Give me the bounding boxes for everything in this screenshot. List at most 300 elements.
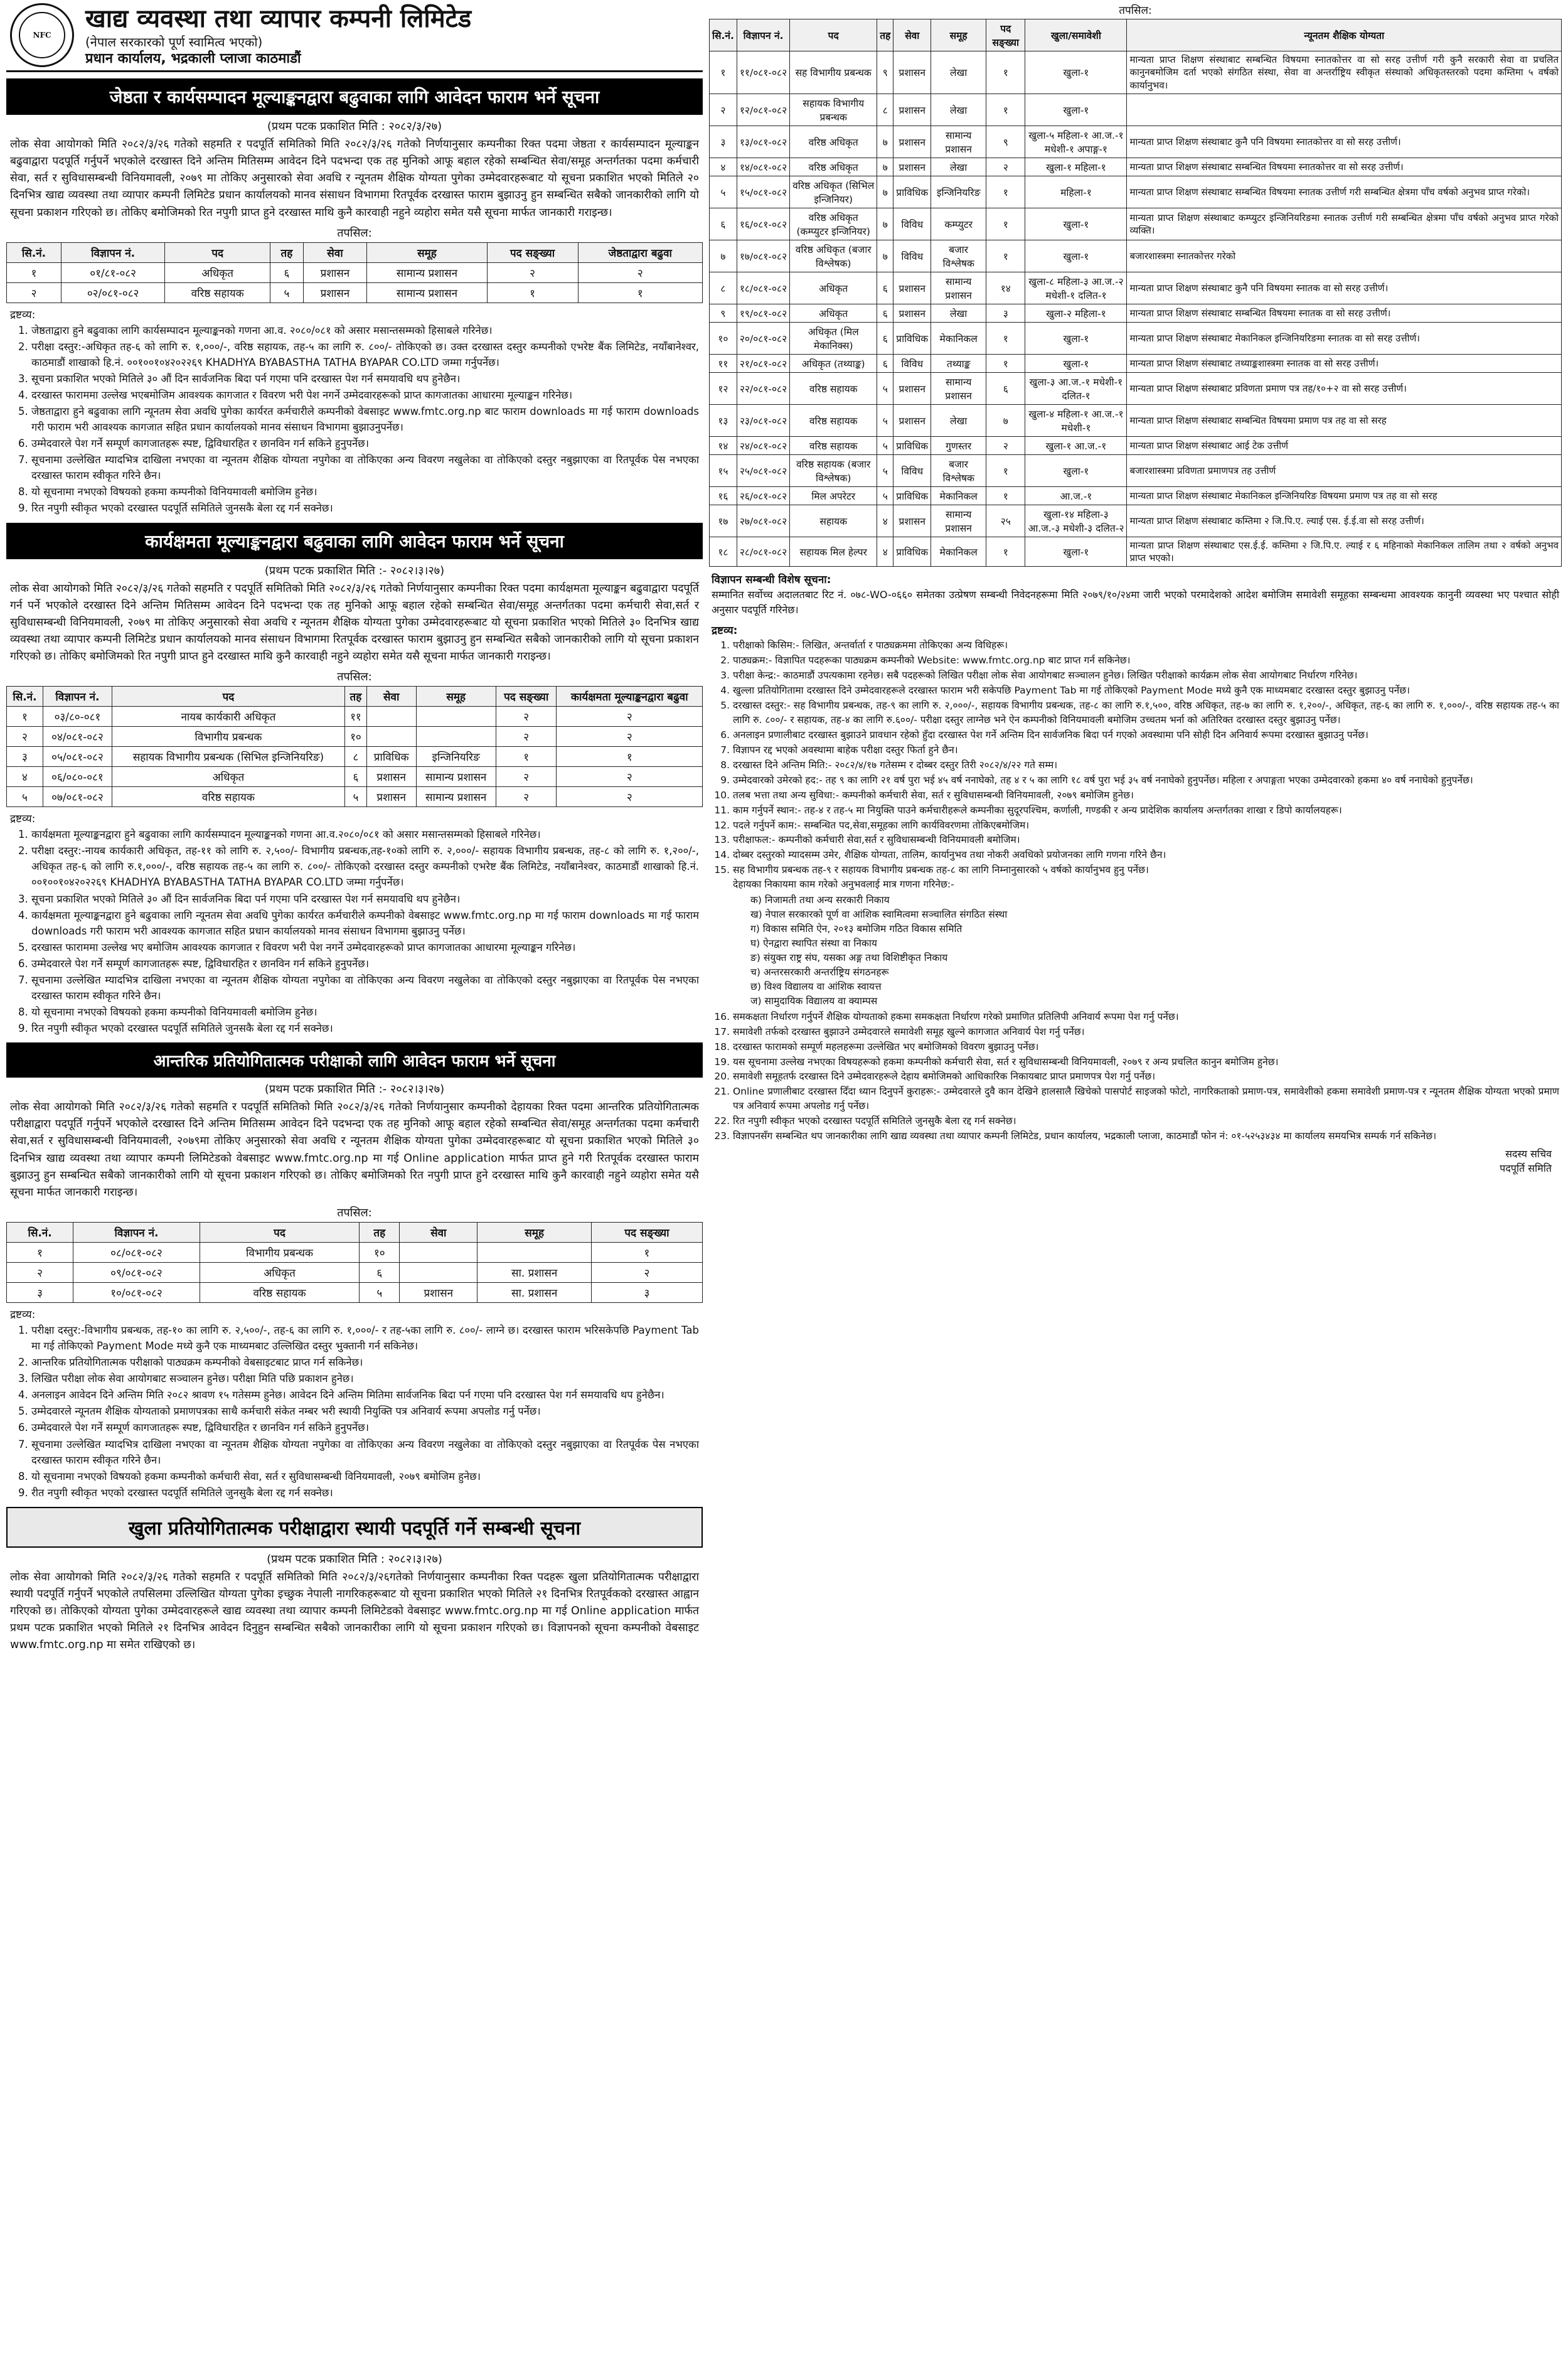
notice2-notes-heading: द्रष्टव्य:	[10, 813, 36, 826]
experience-body-item: घ) ऐनद्वारा स्थापित संस्था वा निकाय	[750, 938, 877, 949]
table-cell: १२/०८१-०८२	[737, 94, 789, 126]
table-row	[7, 787, 703, 807]
table-row	[710, 176, 1562, 208]
table-cell: ६	[877, 322, 893, 354]
table-cell: लेखा	[931, 158, 986, 176]
table-cell: १०	[360, 1242, 400, 1262]
table-cell: ०१/८१-०८२	[61, 262, 164, 282]
table-cell: सामान्य प्रशासन	[931, 126, 986, 158]
experience-body-item: ज) सामुदायिक विद्यालय वा क्याम्पस	[750, 995, 878, 1007]
table-cell: गुणस्तर	[931, 436, 986, 454]
table-cell: २५	[986, 505, 1025, 537]
table-cell: प्राविधिक	[893, 537, 931, 567]
table-cell: प्रशासन	[893, 158, 931, 176]
note-item: 7. विज्ञापन रद्द भएको अवस्थामा बाहेक परीक्षा दस्तुर फिर्ता हुने छैन।	[733, 743, 1559, 758]
open-positions-table	[709, 19, 1562, 567]
table-cell: खुला-१	[1025, 240, 1127, 272]
table-header-cell: सि.नं.	[710, 19, 737, 51]
experience-bodies-heading: देहायका निकायमा काम गरेको अनुभवलाई मात्र गणना गरिनेछ:-	[733, 879, 954, 891]
table-cell: खुला-१	[1025, 537, 1127, 567]
notice2-table-caption: तपसिल:	[337, 670, 372, 684]
table-cell: ७	[877, 126, 893, 158]
table-cell: १	[986, 176, 1025, 208]
table-cell: विविध	[893, 240, 931, 272]
table-header-cell: सेवा	[303, 242, 367, 262]
table-row	[710, 240, 1562, 272]
table-cell: ५	[270, 282, 303, 303]
table-cell: खुला-२ महिला-१	[1025, 304, 1127, 322]
table-cell: ३	[7, 1282, 73, 1302]
table-cell: २	[710, 94, 737, 126]
experience-body-item: ग) विकास समिति ऐन, २०१३ बमोजिम गठित विकास समिति	[750, 923, 963, 935]
table-cell: २	[496, 767, 557, 787]
note-item: 1. कार्यक्षमता मूल्याङ्कनद्वारा हुने बढुवाका लागि कार्यसम्पादन मूल्याङ्कनको गणना आ.व.२०८०/०८१ को असार मसान्तसम्मको हिसाबले गरिनेछ।	[31, 827, 699, 842]
table-cell: १	[7, 1242, 73, 1262]
table-cell: २०/०८१-०८२	[737, 322, 789, 354]
experience-bodies-list	[737, 893, 1559, 1009]
note-item: 2. परीक्षा दस्तुर:-अधिकृत तह-६ को लागि रु. १,०००/-, वरिष्ठ सहायक, तह-५ का लागि रु. ८००/- तोकिएको छ। उक्त दरखास्त दस्तुर कम्पनीको एभरेष्ट बैंक लिमिटेड, नयाँबानेश्वर, काठमाडौं शाखाको हि.नं. ००१००१०४२०२२६९ KHADHYA BYABASTHA TATHA BYAPAR CO.LTD जम्मा गर्नुपर्नेछ।	[31, 339, 699, 370]
qualification-cell: मान्यता प्राप्त शिक्षण संस्थाबाट सम्बन्धित विषयमा स्नातक उत्तीर्ण गरी सम्बन्धित क्षेत्रमा पाँच वर्षको अनुभव प्राप्त गरेको।	[1127, 176, 1562, 208]
note-item: 12. पदले गर्नुपर्ने काम:- सम्बन्धित पद,सेवा,समूहका लागि कार्यविवरणमा तोकिएबमोजिम।	[733, 818, 1559, 833]
table-header-cell: सेवा	[893, 19, 931, 51]
qualification-cell: मान्यता प्राप्त शिक्षण संस्थाबाट कम्तिमा २ जि.पि.ए. ल्याई एस. ई.ई.वा सो सरह उत्तीर्ण।	[1127, 505, 1562, 537]
note-item: 9. उम्मेदवारको उमेरको हद:- तह ९ का लागि २१ वर्ष पुरा भई ४५ वर्ष ननाघेको, तह ४ र ५ का लागि १८ वर्ष पुरा भई ३५ वर्ष ननाघेको हुनुपर्नेछ। महिला र अपाङ्गता भएका उम्मेदवारको हकमा ४० वर्ष ननाघेको हुनुपर्नेछ।	[733, 773, 1559, 788]
table-cell: अधिकृत (मिल मेकानिक्स)	[790, 322, 877, 354]
table-cell: ५	[360, 1282, 400, 1302]
table-row	[710, 505, 1562, 537]
masthead-text	[85, 3, 471, 68]
table-row	[7, 767, 703, 787]
table-row	[7, 747, 703, 767]
notice-open-competition	[6, 1507, 703, 1654]
table-row	[710, 436, 1562, 454]
table-cell	[416, 707, 496, 727]
table-cell: ८	[344, 747, 366, 767]
table-cell: अधिकृत	[165, 262, 270, 282]
table-cell: खुला-१	[1025, 51, 1127, 94]
table-cell: प्रशासन	[400, 1282, 477, 1302]
table-header-cell: पद सङ्ख्या	[591, 1222, 702, 1242]
table-cell: प्रशासन	[893, 372, 931, 404]
table-cell: २	[7, 282, 61, 303]
table-cell: इन्जिनियरिङ	[416, 747, 496, 767]
table-cell: वरिष्ठ सहायक	[790, 372, 877, 404]
table-cell: ७	[877, 158, 893, 176]
table-cell: खुला-१ महिला-१	[1025, 158, 1127, 176]
table-cell: प्रशासन	[893, 126, 931, 158]
table-cell: १	[986, 454, 1025, 486]
special-notice-text: सम्मानित सर्वोच्च अदालतबाट रिट नं. ०७८-WO-०६६० समेतका उत्प्रेषण सम्बन्धी निवेदनहरूमा मिति २०७९/१०/२४मा जारी भएको परमादेशको आदेश बमोजिम समावेशी समूहका सम्बन्धमा आवश्यक कानुनी व्यवस्था भए पश्चात सोही अनुसार पदपूर्ति गरिनेछ।	[712, 589, 1559, 616]
table-cell: प्रशासन	[366, 767, 416, 787]
table-cell: १	[496, 747, 557, 767]
table-row	[710, 454, 1562, 486]
table-cell: १	[557, 747, 703, 767]
qualification-cell: बजारशास्त्रमा स्नातकोत्तर गरेको	[1127, 240, 1562, 272]
notice2-body: लोक सेवा आयोगको मिति २०८२/३/२६ गतेको सहमति र पदपूर्ति समितिको मिति २०८२/३/२६ गतेको निर्णयानुसार कम्पनीका रिक्त पदमा कार्यक्षमता मूल्याङ्कन बढुवाद्वारा पदपूर्ति गर्न पर्ने भएकोले दरखास्त दिने अन्तिम मितिसम्म आवेदन दिने पदभन्दा एक तह मुनिको आफू बहाल रहेको सम्बन्धित सेवा/समूह अन्तर्गतका पदमा कर्मचारी सेवा,सर्त र सुविधासम्बन्धी विनियमावली, २०७९ मा तोकिए अनुसारको सेवा अवधि र न्यूनतम शैक्षिक योग्यता पुगेका उम्मेदवारहरूबाट यो सूचना प्रकाशित भएको मितिले ३० दिनभित्र खाद्य व्यवस्था तथा व्यापार कम्पनी लिमिटेड प्रधान कार्यालयको मानव संसाधन विभागमा रितपूर्वक दरखास्त फाराम बुझाउनु हुन सम्बन्धित सबैको जानकारीको लागि यो सूचना प्रकाशन गरिएको छ। तोकिए बमोजिमको रित नपुगी प्राप्त हुने दरखास्त माथि कुनै कारवाही नहुने व्यहोरा समेत यसै सूचना मार्फत जानकारी गराइन्छ।	[10, 582, 699, 663]
table-cell: खुला-१	[1025, 454, 1127, 486]
table-cell: ५	[877, 436, 893, 454]
table-cell: वरिष्ठ सहायक	[790, 404, 877, 436]
company-name: खाद्य व्यवस्था तथा व्यापार कम्पनी लिमिटेड	[85, 4, 472, 33]
note-item: 1. परीक्षा दस्तुर:-विभागीय प्रबन्धक, तह-१० का लागि रु. २,५००/-, तह-६ का लागि रु. १,०००/- र तह-५का लागि रु. ८००/- लाग्ने छ। दरखास्त फाराम भरिसकेपछि Payment Tab मा गई तोकिएको Payment Mode मध्ये कुनै एक माध्यमबाट उल्लिखित दस्तुर भुक्तानी गर्न सकिनेछ।	[31, 1322, 699, 1354]
table-header-row	[7, 687, 703, 707]
table-cell: २	[7, 727, 43, 747]
table-cell: खुला-४ महिला-१ आ.ज.-१ मधेशी-१	[1025, 404, 1127, 436]
right-notes-heading: द्रष्टव्य:	[712, 624, 738, 638]
table-cell: २७/०८१-०८२	[737, 505, 789, 537]
table-row	[7, 707, 703, 727]
table-cell: १६/०८१-०८२	[737, 208, 789, 240]
table-cell	[400, 1242, 477, 1262]
table-cell: सा. प्रशासन	[477, 1262, 592, 1282]
table-cell: ३	[710, 126, 737, 158]
notice3-table	[6, 1222, 703, 1303]
table-cell: १	[591, 1242, 702, 1262]
table-cell: २	[557, 707, 703, 727]
qualification-cell: मान्यता प्राप्त शिक्षण संस्थाबाट तथ्याङ्कशास्त्रमा स्नातक वा सो सरह उत्तीर्ण।	[1127, 354, 1562, 372]
table-cell: वरिष्ठ सहायक	[790, 436, 877, 454]
qualification-cell: मान्यता प्राप्त शिक्षण संस्थाबाट सम्बन्धित विषयमा प्रमाण पत्र तह वा सो सरह	[1127, 404, 1562, 436]
qualification-cell: मान्यता प्राप्त शिक्षण संस्थाबाट कम्प्युटर इन्जिनियरिङमा स्नातक उत्तीर्ण गरी सम्बन्धित क्षेत्रमा पाँच वर्षको अनुभव प्राप्त गरेको व्यक्ति।	[1127, 208, 1562, 240]
table-cell: १४	[986, 272, 1025, 304]
right-column	[709, 0, 1562, 1176]
table-cell: मिल अपरेटर	[790, 486, 877, 505]
table-cell: १९/०८१-०८२	[737, 304, 789, 322]
table-row	[710, 304, 1562, 322]
notice3-title: आन्तरिक प्रतियोगितात्मक परीक्षाको लागि आवेदन फाराम भर्ने सूचना	[6, 1042, 703, 1078]
table-cell: २२/०८१-०८२	[737, 372, 789, 404]
table-cell: सामान्य प्रशासन	[931, 372, 986, 404]
table-cell: १७	[710, 505, 737, 537]
signoff-committee: पदपूर्ति समिति	[1500, 1162, 1552, 1174]
table-header-cell: पद	[112, 687, 344, 707]
table-cell: सा. प्रशासन	[477, 1282, 592, 1302]
table-cell: वरिष्ठ सहायक (बजार विश्लेषक)	[790, 454, 877, 486]
qualification-cell: बजारशास्त्रमा प्रविणता प्रमाणपत्र तह उत्तीर्ण	[1127, 454, 1562, 486]
table-cell: १	[986, 486, 1025, 505]
table-header-row	[710, 19, 1562, 51]
table-cell: तथ्याङ्क	[931, 354, 986, 372]
table-cell: २	[487, 262, 578, 282]
note-item: 3. सूचना प्रकाशित भएको मितिले ३० औं दिन सार्वजनिक बिदा पर्न गएमा पनि दरखास्त पेश गर्न समयावधि थप हुनेछैन।	[31, 371, 699, 387]
note-item: 6. अनलाइन प्रणालीबाट दरखास्त बुझाउने प्रावधान रहेको हुँदा दरखास्त पेश गर्ने अन्तिम दिन सार्वजनिक बिदा पर्न गएको अवस्थामा पनि सोही दिन अनिवार्य रूपमा दरखास्त बुझाउनु पर्नेछ।	[733, 728, 1559, 742]
table-row	[7, 262, 703, 282]
company-subtitle: (नेपाल सरकारको पूर्ण स्वामित्व भएको)	[85, 34, 263, 50]
experience-body-item: क) निजामती तथा अन्य सरकारी निकाय	[750, 894, 890, 906]
note-item: 3. सूचना प्रकाशित भएको मितिले ३० औं दिन सार्वजनिक बिदा पर्न गएमा पनि दरखास्त पेश गर्न समयावधि थप हुनेछैन।	[31, 891, 699, 907]
note-item: 13. परीक्षाफल:- कम्पनीको कर्मचारी सेवा,सर्त र सुविधासम्बन्धी विनियमावली बमोजिम।	[733, 833, 1559, 847]
table-header-cell: पद सङ्ख्या	[487, 242, 578, 262]
table-cell: प्रशासन	[893, 304, 931, 322]
table-cell: ७	[877, 176, 893, 208]
table-cell: खुला-५ महिला-१ आ.ज.-१ मधेशी-१ अपाङ्ग-१	[1025, 126, 1127, 158]
table-cell: ०७/०८१-०८२	[43, 787, 112, 807]
table-header-cell: विज्ञापन नं.	[43, 687, 112, 707]
table-cell: ८	[710, 272, 737, 304]
table-cell: १	[578, 282, 702, 303]
masthead	[6, 0, 703, 72]
table-cell: सहायक विभागीय प्रबन्धक (सिभिल इन्जिनियरिङ)	[112, 747, 344, 767]
table-cell: १०	[344, 727, 366, 747]
table-cell: विविध	[893, 354, 931, 372]
notice2-notes	[10, 827, 699, 1036]
table-cell: १	[7, 262, 61, 282]
table-cell: सामान्य प्रशासन	[367, 282, 487, 303]
note-item: 6. उम्मेदवारले पेश गर्ने सम्पूर्ण कागजातहरू स्पष्ट, द्विविधारहित र छानविन गर्न सकिने हुनुपर्नेछ।	[31, 956, 699, 972]
experience-body-item: ख) नेपाल सरकारको पूर्ण वा आंशिक स्वामित्वमा सञ्चालित संगठित संस्था	[750, 909, 1008, 921]
table-cell: लेखा	[931, 404, 986, 436]
table-cell: ६	[710, 208, 737, 240]
table-cell: १४	[710, 436, 737, 454]
table-cell: १	[986, 208, 1025, 240]
table-cell: प्रशासन	[893, 505, 931, 537]
notice2-table	[6, 686, 703, 807]
open-table-caption: तपसिल:	[1119, 4, 1152, 17]
note-item: 5. जेष्ठताद्वारा हुने बढुवाका लागि न्यूनतम सेवा अवधि पुगेका कार्यरत कर्मचारीले कम्पनीको वेबसाइट www.fmtc.org.np बाट फाराम downloads मा गई फाराम downloads गरी फाराम भरी आवश्यक कागजात सहित प्रधान कार्यालयको मानव संसाधन विभागमा बुझाउनुपर्नेछ।	[31, 404, 699, 435]
table-row	[7, 1262, 703, 1282]
table-cell: १	[986, 240, 1025, 272]
table-cell: प्रशासन	[893, 51, 931, 94]
table-header-cell: तह	[270, 242, 303, 262]
table-cell: २१/०८१-०८२	[737, 354, 789, 372]
table-cell: प्रशासन	[893, 94, 931, 126]
table-cell: मेकानिकल	[931, 322, 986, 354]
table-cell: सह विभागीय प्रबन्धक	[790, 51, 877, 94]
table-header-cell: सेवा	[400, 1222, 477, 1242]
note-item: 20. समावेशी समूहतर्फ दरखास्त दिने उम्मेदवारहरूले देहाय बमोजिमको आधिकारिक निकायबाट प्राप्त प्रमाणपत्र पेश गर्नु पर्नेछ।	[733, 1069, 1559, 1084]
experience-body-item: छ) विश्व विद्यालय वा आंशिक स्वायत्त	[750, 980, 882, 992]
table-row	[710, 372, 1562, 404]
table-cell: १	[986, 51, 1025, 94]
table-header-cell: कार्यक्षमता मूल्याङ्कनद्वारा बढुवा	[557, 687, 703, 707]
table-cell: लेखा	[931, 94, 986, 126]
table-header-cell: समूह	[931, 19, 986, 51]
table-header-cell: पद	[790, 19, 877, 51]
table-cell: ६	[344, 767, 366, 787]
qualification-cell: मान्यता प्राप्त शिक्षण संस्थाबाट प्रविणता प्रमाण पत्र तह/१०+२ वा सो सरह उत्तीर्ण।	[1127, 372, 1562, 404]
note-item: 6. उम्मेदवारले पेश गर्ने सम्पूर्ण कागजातहरू स्पष्ट, द्विविधारहित र छानविन गर्न सकिने हुनुपर्नेछ।	[31, 1420, 699, 1435]
table-cell: ६	[877, 304, 893, 322]
note-item: 1. जेष्ठताद्वारा हुने बढुवाका लागि कार्यसम्पादन मूल्याङ्कनको गणना आ.व. २०८०/०८१ को असार मसान्तसम्मको हिसाबले गरिनेछ।	[31, 323, 699, 338]
table-header-cell: सि.नं.	[7, 1222, 73, 1242]
note-item: 23. विज्ञापनसँग सम्बन्धित थप जानकारीका लागि खाद्य व्यवस्था तथा व्यापार कम्पनी लिमिटेड, प्रधान कार्यालय, भद्रकाली प्लाजा, काठमाडौं फोन नं: ०१-५२५३४३४ मा कार्यालय समयभित्र सम्पर्क गर्न सकिनेछ।	[733, 1129, 1559, 1144]
table-header-cell: तह	[877, 19, 893, 51]
table-cell: आ.ज.-१	[1025, 486, 1127, 505]
table-header-cell: सि.नं.	[7, 687, 43, 707]
notice1-title: जेष्ठता र कार्यसम्पादन मूल्याङ्कनद्वारा बढुवाका लागि आवेदन फाराम भर्ने सूचना	[6, 78, 703, 115]
note-item: 16. समकक्षता निर्धारण गर्नुपर्ने शैक्षिक योग्यताको हकमा समकक्षता निर्धारण गरेको प्रमाणित प्रतिलिपी अनिवार्य रूपमा पेश गर्नु पर्नेछ।	[733, 1010, 1559, 1024]
table-row	[710, 51, 1562, 94]
table-cell: खुला-१	[1025, 208, 1127, 240]
table-cell: ४	[877, 537, 893, 567]
note-item: 17. समावेशी तर्फको दरखास्त बुझाउने उम्मेदवारले समावेशी समूह खुल्ने कागजात अनिवार्य पेश गर्नु पर्नेछ।	[733, 1025, 1559, 1039]
table-cell: अधिकृत	[112, 767, 344, 787]
table-cell: २	[986, 158, 1025, 176]
table-cell: प्राविधिक	[893, 436, 931, 454]
table-row	[710, 322, 1562, 354]
table-cell: २	[557, 767, 703, 787]
table-cell: प्रशासन	[893, 272, 931, 304]
table-cell: ५	[877, 372, 893, 404]
table-cell: वरिष्ठ सहायक	[200, 1282, 359, 1302]
table-cell: १	[7, 707, 43, 727]
note-item: 9. रीत नपुगी स्वीकृत भएको दरखास्त पदपूर्ति समितिले जुनसुकै बेला रद्द गर्न सक्नेछ।	[31, 1485, 699, 1501]
note-item: 4. अनलाइन आवेदन दिने अन्तिम मिति २०८२ श्रावण १५ गतेसम्म हुनेछ। आवेदन दिने अन्तिम मितिमा सार्वजनिक बिदा पर्न गएमा पनि दरखास्त पेश गर्न समयावधि थप हुनेछैन।	[31, 1387, 699, 1403]
table-cell: १	[487, 282, 578, 303]
table-cell: १०/०८१-०८२	[73, 1282, 200, 1302]
note-item: 2. आन्तरिक प्रतियोगितात्मक परीक्षाको पाठ्यक्रम कम्पनीको वेबसाइटबाट प्राप्त गर्न सकिनेछ।	[31, 1354, 699, 1370]
note-item: 4. खुल्ला प्रतियोगितामा दरखास्त दिने उम्मेदवारहरूले दरखास्त फाराम भरी सकेपछि Payment Tab मा गई तोकिएको Payment Mode मध्ये कुनै एक माध्यमबाट दरखास्त दस्तुर बुझाउनु पर्नेछ।	[733, 683, 1559, 698]
experience-body-item: च) अन्तरसरकारी अन्तर्राष्ट्रिय संगठनहरू	[750, 966, 889, 978]
table-cell: ७	[877, 208, 893, 240]
table-cell: अधिकृत	[200, 1262, 359, 1282]
table-cell	[366, 727, 416, 747]
notice3-pub-date: (प्रथम पटक प्रकाशित मिति :- २०८२।३।२७)	[264, 1083, 445, 1096]
table-header-cell: न्यूनतम शैक्षिक योग्यता	[1127, 19, 1562, 51]
table-cell: १३	[710, 404, 737, 436]
qualification-cell: मान्यता प्राप्त शिक्षण संस्थाबाट कुनै पनि विषयमा स्नातक वा सो सरह उत्तीर्ण।	[1127, 272, 1562, 304]
note-item: 8. यो सूचनामा नभएको विषयको हकमा कम्पनीको विनियमावली बमोजिम हुनेछ।	[31, 484, 699, 500]
note-item: 2. परीक्षा दस्तुर:-नायब कार्यकारी अधिकृत, तह-११ को लागि रु. २,५००/- विभागीय प्रबन्धक,तह-१०को लागि रु. २,०००/- सहायक विभागीय प्रबन्धक, तह-८ को लागि रु. १,२००/-, अधिकृत तह-६ को लागि रु.१,०००/-, वरिष्ठ सहायक तह-५ का लागि रु. ८००/- तोकिएको दरखास्त दस्तुर कम्पनीको एभरेष्ट बैंक लिमिटेड, नयाँबानेश्वर, काठमाडौं शाखाको हि.नं. ००१००१०४२०२२६९ KHADHYA BYABASTHA TATHA BYAPAR CO.LTD जम्मा गर्नुपर्नेछ।	[31, 843, 699, 890]
table-cell: सहायक विभागीय प्रबन्धक	[790, 94, 877, 126]
table-cell: १०	[710, 322, 737, 354]
table-cell: २३/०८१-०८२	[737, 404, 789, 436]
table-cell: ०९/०८१-०८२	[73, 1262, 200, 1282]
qualification-cell	[1127, 94, 1562, 126]
experience-body-item: ङ) संयुक्त राष्ट्र संघ, यसका अङ्ग तथा विशिष्टीकृत निकाय	[750, 951, 948, 963]
note-item: 22. रित नपुगी स्वीकृत भएको दरखास्त पदपूर्ति समितिले जुनसुकै बेला रद्द गर्न सक्नेछ।	[733, 1114, 1559, 1128]
table-cell: सामान्य प्रशासन	[367, 262, 487, 282]
notice4-pub-date: (प्रथम पटक प्रकाशित मिति : २०८२।३।२७)	[267, 1552, 442, 1566]
note-item: 7. सूचनामा उल्लेखित म्यादभित्र दाखिला नभएका वा न्यूनतम शैक्षिक योग्यता नपुगेका वा तोकिएका अन्य विवरण नखुलेका वा तोकिएको दस्तुर नबुझाएका वा रितपूर्वक पेस नभएका दरखास्त फाराम स्वीकृत गरिने छैन।	[31, 452, 699, 483]
table-header-cell: खुला/समावेशी	[1025, 19, 1127, 51]
table-cell: १४/०८१-०८२	[737, 158, 789, 176]
table-cell: प्रशासन	[366, 787, 416, 807]
table-row	[7, 727, 703, 747]
table-cell: २	[496, 727, 557, 747]
table-header-cell: सेवा	[366, 687, 416, 707]
table-header-cell: पद सङ्ख्या	[986, 19, 1025, 51]
note-item: 7. सूचनामा उल्लेखित म्यादभित्र दाखिला नभएका वा न्यूनतम शैक्षिक योग्यता नपुगेका वा तोकिएका अन्य विवरण नखुलेका वा तोकिएको दस्तुर नबुझाएका वा रितपूर्वक पेस नभएका दरखास्त फाराम स्वीकृत गरिने छैन।	[31, 1437, 699, 1468]
table-cell: खुला-१	[1025, 354, 1127, 372]
table-cell: बजार विश्लेषक	[931, 240, 986, 272]
table-cell: विभागीय प्रबन्धक	[200, 1242, 359, 1262]
table-cell: विविध	[893, 208, 931, 240]
table-row	[710, 126, 1562, 158]
table-cell	[366, 707, 416, 727]
table-cell: २	[496, 707, 557, 727]
table-cell: खुला-३ आ.ज.-१ मधेशी-१ दलित-१	[1025, 372, 1127, 404]
table-cell: २	[557, 787, 703, 807]
table-cell: ७	[877, 240, 893, 272]
table-cell: खुला-१ आ.ज.-१	[1025, 436, 1127, 454]
table-row	[7, 1242, 703, 1262]
table-cell: ५	[877, 404, 893, 436]
table-cell: ६	[877, 272, 893, 304]
note-item: 5. दरखास्त फाराममा उल्लेख भए बमोजिम आवश्यक कागजात र विवरण भरी पेश नगर्ने उम्मेदवारहरूको प्राप्त कागजातका आधारमा मूल्याङ्कन गरिनेछ।	[31, 940, 699, 955]
table-cell: सामान्य प्रशासन	[416, 787, 496, 807]
table-cell: २	[986, 436, 1025, 454]
table-header-cell: विज्ञापन नं.	[737, 19, 789, 51]
table-cell: वरिष्ठ अधिकृत (कम्प्युटर इन्जिनियर)	[790, 208, 877, 240]
table-row	[710, 272, 1562, 304]
table-cell: २	[557, 727, 703, 747]
table-cell: वरिष्ठ अधिकृत	[790, 158, 877, 176]
notice4-body: लोक सेवा आयोगको मिति २०८२/३/२६ गतेको सहमति र पदपूर्ति समितिको मिति २०८२/३/२६गतेको निर्णयानुसार कम्पनीका रिक्त पदहरू खुला प्रतियोगितात्मक परीक्षाद्वारा स्थायी पदपूर्ति गर्नुपर्ने भएकोले तपसिलमा उल्लिखित योग्यता पुगेका इच्छुक नेपाली नागरिकहरूबाट यो सूचना प्रकाशित भएको मितिले २१ दिनभित्र रितपूर्वकको दरखास्त आह्वान गरिएको छ। तोकिएको योग्यता पुगेका उम्मेदवारहरूले खाद्य व्यवस्था तथा व्यापार कम्पनी लिमिटेडको वेबसाइट www.fmtc.org.np मा गई Online application मार्फत प्रथम पटक प्रकाशित भएको मितिले २१ दिनभित्र आवेदन दिनुहुन सम्बन्धित सबैको जानकारीका लागि यो सूचना प्रकाशन गरिएको छ। विज्ञापनको सूचना कम्पनीको वेबसाइट www.fmtc.org.np मा समेत राखिएको छ।	[10, 1570, 699, 1652]
note-item: 2. पाठ्यक्रम:- विज्ञापित पदहरूका पाठ्यक्रम कम्पनीको Website: www.fmtc.org.np बाट प्राप्त गर्न सकिनेछ।	[733, 653, 1559, 668]
table-cell: ७	[710, 240, 737, 272]
table-row	[710, 354, 1562, 372]
notice3-notes-heading: द्रष्टव्य:	[10, 1308, 36, 1321]
table-cell: खुला-१	[1025, 322, 1127, 354]
table-cell: ४	[710, 158, 737, 176]
table-cell: २	[591, 1262, 702, 1282]
table-cell: सहायक मिल हेल्पर	[790, 537, 877, 567]
table-cell: लेखा	[931, 304, 986, 322]
notice1-notes	[10, 323, 699, 517]
table-header-cell: तह	[360, 1222, 400, 1242]
table-row	[7, 282, 703, 303]
table-cell: अधिकृत	[790, 304, 877, 322]
table-cell: १	[986, 354, 1025, 372]
note-item: 9. रित नपुगी स्वीकृत भएको दरखास्त पदपूर्ति समितिले जुनसकै बेला रद्द गर्न सक्नेछ।	[31, 1020, 699, 1036]
table-cell: वरिष्ठ अधिकृत	[790, 126, 877, 158]
notice1-table-caption: तपसिल:	[337, 226, 372, 240]
company-address: प्रधान कार्यालय, भद्रकाली प्लाजा काठमाडौं	[85, 50, 301, 67]
table-cell: खुला-१	[1025, 94, 1127, 126]
notice-seniority-promotion	[6, 78, 703, 517]
table-cell: ४	[7, 767, 43, 787]
table-cell: २८/०८१-०८२	[737, 537, 789, 567]
table-cell: सामान्य प्रशासन	[931, 272, 986, 304]
note-item: 19. यस सूचनामा उल्लेख नभएका विषयहरूको हकमा कम्पनीको कर्मचारी सेवा, सर्त र सुविधासम्बन्धी विनियमावली, २०७९ र अन्य प्रचलित कानुन बमोजिम हुनेछ।	[733, 1055, 1559, 1069]
table-cell: प्राविधिक	[893, 322, 931, 354]
notice-internal-competition	[6, 1042, 703, 1501]
table-cell: नायब कार्यकारी अधिकृत	[112, 707, 344, 727]
table-row	[7, 1282, 703, 1302]
note-item: 8. यो सूचनामा नभएको विषयको हकमा कम्पनीको विनियमावली बमोजिम हुनेछ।	[31, 1004, 699, 1020]
table-cell: सामान्य प्रशासन	[931, 505, 986, 537]
table-cell: ०२/०८१-०८२	[61, 282, 164, 303]
table-cell: ११/०८१-०८२	[737, 51, 789, 94]
table-header-cell: जेष्ठताद्वारा बढुवा	[578, 242, 702, 262]
table-cell: ७	[986, 404, 1025, 436]
table-cell: १७/०८१-०८२	[737, 240, 789, 272]
table-cell: ०६/०८०-०८१	[43, 767, 112, 787]
note-item: 6. उम्मेदवारले पेश गर्ने सम्पूर्ण कागजातहरू स्पष्ट, द्विविधारहित र छानविन गर्न सकिने हुनुपर्नेछ।	[31, 436, 699, 451]
table-cell: १८/०८१-०८२	[737, 272, 789, 304]
table-cell: १३/०८१-०८२	[737, 126, 789, 158]
note-item: 4. दरखास्त फाराममा उल्लेख भएबमोजिम आवश्यक कागजात र विवरण भरी पेश नगर्ने उम्मेदवारहरूको प्राप्त कागजातका आधारमा मूल्याङ्कन गरिनेछ।	[31, 387, 699, 403]
left-column	[6, 0, 703, 1656]
table-cell: २४/०८१-०८२	[737, 436, 789, 454]
signoff-title: सदस्य सचिव	[1505, 1148, 1552, 1160]
qualification-cell: मान्यता प्राप्त शिक्षण संस्थाबाट सम्बन्धित विषयमा स्नातकोत्तर वा सो सरह उत्तीर्ण गरी कुनै सरकारी सेवा वा प्रचलित कानुनबमोजिम दर्ता भएको संगठित संस्था, सेवा वा अन्तर्राष्ट्रिय स्वीकृत संस्थाको अधिकृतस्तरको पदमा कम्तिमा ५ वर्षको कार्यानुभव।	[1127, 51, 1562, 94]
note-item: 10. तलब भत्ता तथा अन्य सुविधा:- कम्पनीको कर्मचारी सेवा, सर्त र सुविधासम्बन्धी विनियमावली, २०७९ बमोजिम हुनेछ।	[733, 788, 1559, 803]
notice-efficiency-promotion	[6, 523, 703, 1037]
table-cell: ४	[877, 505, 893, 537]
table-cell: ५	[344, 787, 366, 807]
table-cell: २६/०८१-०८२	[737, 486, 789, 505]
table-cell: मेकानिकल	[931, 537, 986, 567]
table-row	[710, 208, 1562, 240]
logo-text: NFC	[19, 12, 65, 58]
note-item: 4. कार्यक्षमता मूल्याङ्कनद्वारा हुने बढुवाका लागि न्यूनतम सेवा अवधि पुगेका कार्यरत कर्मचारीले कम्पनीको वेबसाइट www.fmtc.org.np मा गई फाराम downloads मा गई फाराम downloads गरी फाराम भरी आवश्यक कागजात सहित प्रधान कार्यालयको मानव संसाधन विभागमा बुझाउनु पर्नेछ।	[31, 908, 699, 939]
experience-bodies	[733, 877, 1559, 1008]
table-row	[710, 537, 1562, 567]
table-cell: १५/०८१-०८२	[737, 176, 789, 208]
table-cell: ६	[986, 372, 1025, 404]
